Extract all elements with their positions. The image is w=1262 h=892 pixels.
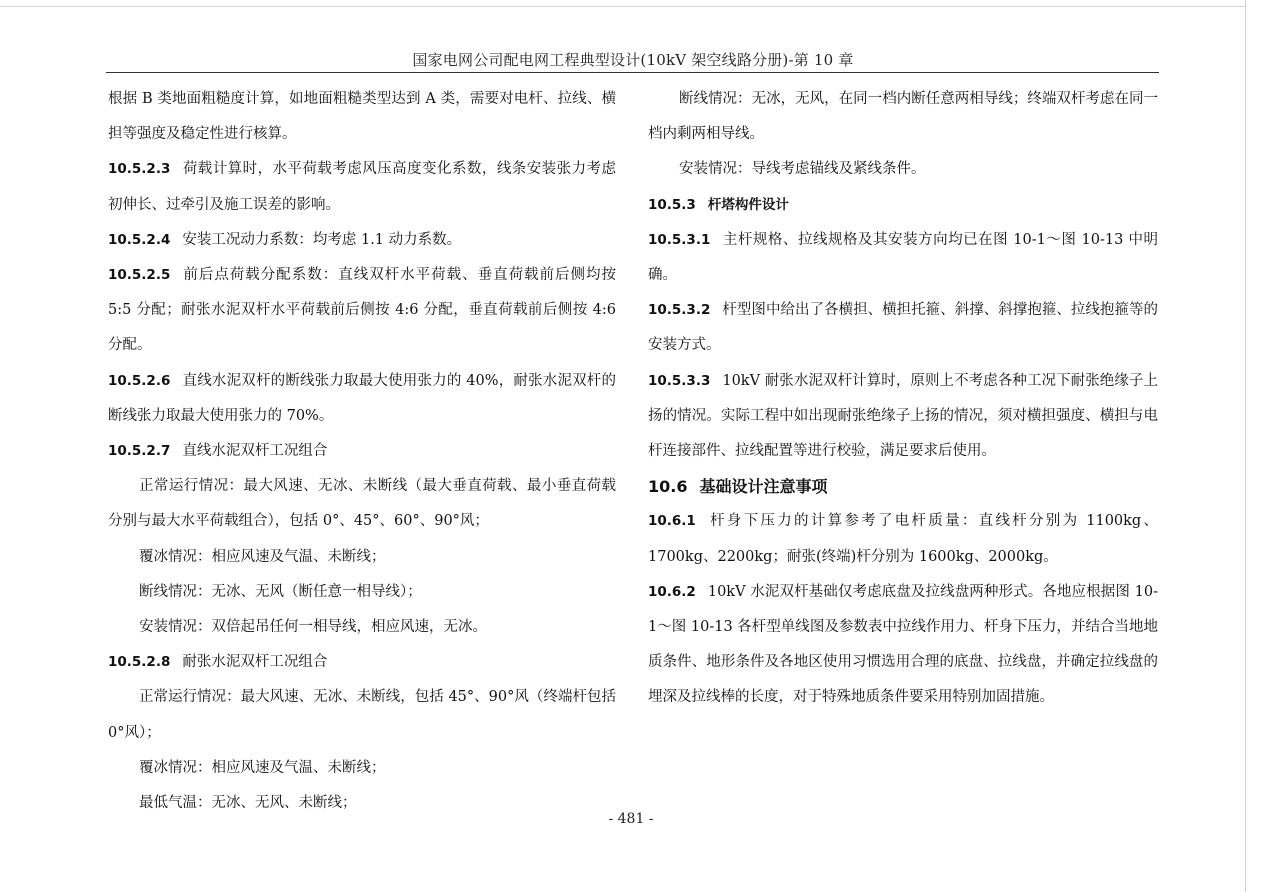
section-heading-10-5-3 <box>648 188 1158 223</box>
case-icing-tension: 覆冰情况：相应风速及气温、未断线； <box>139 759 386 776</box>
clause-number: 10.5.2.4 <box>108 231 171 248</box>
clause-10-5-3-2 <box>648 293 1158 363</box>
clause-10-5-2-7 <box>108 434 616 469</box>
clause-text: 10kV 水泥双杆基础仅考虑底盘及拉线盘两种形式。各地应根据图 10-1～图 10-13 各杆型单线图及参数表中拉线作用力、杆身下压力，并结合当地地质条件、地形条件及各地区使用习惯选用合理的底盘、拉线盘，并确定拉线盘的埋深及拉线棒的长度，对于特殊地质条件要采用特别加固措施。 <box>648 583 1158 706</box>
clause-10-5-2-4 <box>108 223 616 258</box>
header-rule <box>106 72 1159 73</box>
clause-text: 直线水泥双杆工况组合 <box>182 443 328 460</box>
clause-10-5-2-5 <box>108 258 616 364</box>
case-normal-operation: 正常运行情况：最大风速、无冰、未断线（最大垂直荷载、最小垂直荷载分别与最大水平荷载组合），包括 0°、45°、60°、90°风； <box>108 478 616 530</box>
clause-10-5-2-6 <box>108 364 616 434</box>
clause-number: 10.5.2.3 <box>108 161 171 178</box>
paragraph-roughness: 根据 B 类地面粗糙度计算，如地面粗糙类型达到 A 类，需要对电杆、拉线、横担等强度及稳定性进行核算。 <box>108 91 616 143</box>
clause-text: 前后点荷载分配系数：直线双杆水平荷载、垂直荷载前后侧均按 5:5 分配；耐张水泥双杆水平荷载前后侧按 4:6 分配，垂直荷载前后侧按 4:6 分配。 <box>108 267 616 354</box>
page-top-edge <box>0 0 1245 7</box>
clause-10-6-1 <box>648 504 1158 574</box>
right-column <box>648 82 1158 716</box>
case-broken-wire: 断线情况：无冰、无风（断任意一相导线）； <box>139 583 422 600</box>
clause-10-5-3-1 <box>648 223 1158 293</box>
clause-text: 直线水泥双杆的断线张力取最大使用张力的 40%，耐张水泥双杆的断线张力取最大使用张力的 70%。 <box>108 372 616 424</box>
clause-text: 安装工况动力系数：均考虑 1.1 动力系数。 <box>182 231 462 248</box>
case-installation-tension: 安装情况：导线考虑锚线及紧线条件。 <box>679 161 926 178</box>
case-icing: 覆冰情况：相应风速及气温、未断线； <box>139 548 386 565</box>
clause-10-5-2-8 <box>108 645 616 680</box>
clause-number: 10.5.2.8 <box>108 654 171 671</box>
running-header: 国家电网公司配电网工程典型设计(10kV 架空线路分册)-第 10 章 <box>412 51 854 69</box>
clause-10-6-2 <box>648 575 1158 716</box>
clause-number: 10.6.2 <box>648 583 696 600</box>
section-title: 杆塔构件设计 <box>707 196 789 213</box>
clause-number: 10.6.1 <box>648 513 696 530</box>
clause-text: 杆身下压力的计算参考了电杆质量：直线杆分别为 1100kg、1700kg、2200kg；耐张(终端)杆分别为 1600kg、2000kg。 <box>648 513 1158 565</box>
section-title: 基础设计注意事项 <box>699 477 828 497</box>
case-normal-operation-tension: 正常运行情况：最大风速、无冰、未断线，包括 45°、90°风（终端杆包括 0°风）； <box>108 689 616 741</box>
clause-10-5-3-3 <box>648 364 1158 470</box>
clause-text: 主杆规格、拉线规格及其安装方向均已在图 10-1～图 10-13 中明确。 <box>648 231 1158 284</box>
clause-text: 荷载计算时，水平荷载考虑风压高度变化系数，线条安装张力考虑初伸长、过牵引及施工误差的影响。 <box>108 161 616 213</box>
clause-10-5-2-3 <box>108 152 616 222</box>
case-broken-wire-tension: 断线情况：无冰，无风，在同一档内断任意两相导线；终端双杆考虑在同一档内剩两相导线。 <box>648 91 1158 143</box>
clause-number: 10.5.3.3 <box>648 372 711 389</box>
left-column <box>108 82 616 821</box>
page-number: - 481 - <box>608 811 654 827</box>
page-right-edge <box>1245 0 1262 892</box>
case-installation: 安装情况：双倍起吊任何一相导线，相应风速，无冰。 <box>139 619 487 636</box>
clause-number: 10.5.2.7 <box>108 443 171 460</box>
section-heading-10-6 <box>648 469 1158 504</box>
clause-number: 10.5.3.2 <box>648 302 711 319</box>
clause-number: 10.5.2.5 <box>108 267 171 284</box>
section-number: 10.5.3 <box>648 196 696 213</box>
clause-text: 杆型图中给出了各横担、横担托箍、斜撑、斜撑抱箍、拉线抱箍等的安装方式。 <box>648 302 1158 354</box>
clause-text: 10kV 耐张水泥双杆计算时，原则上不考虑各种工况下耐张绝缘子上扬的情况。实际工程中如出现耐张绝缘子上扬的情况，须对横担强度、横担与电杆连接部件、拉线配置等进行校验，满足要求后使用。 <box>648 372 1158 460</box>
case-lowest-temperature: 最低气温：无冰、无风、未断线； <box>139 795 357 812</box>
clause-text: 耐张水泥双杆工况组合 <box>182 654 328 671</box>
section-number: 10.6 <box>648 477 688 497</box>
clause-number: 10.5.3.1 <box>648 231 711 248</box>
clause-number: 10.5.2.6 <box>108 372 171 389</box>
